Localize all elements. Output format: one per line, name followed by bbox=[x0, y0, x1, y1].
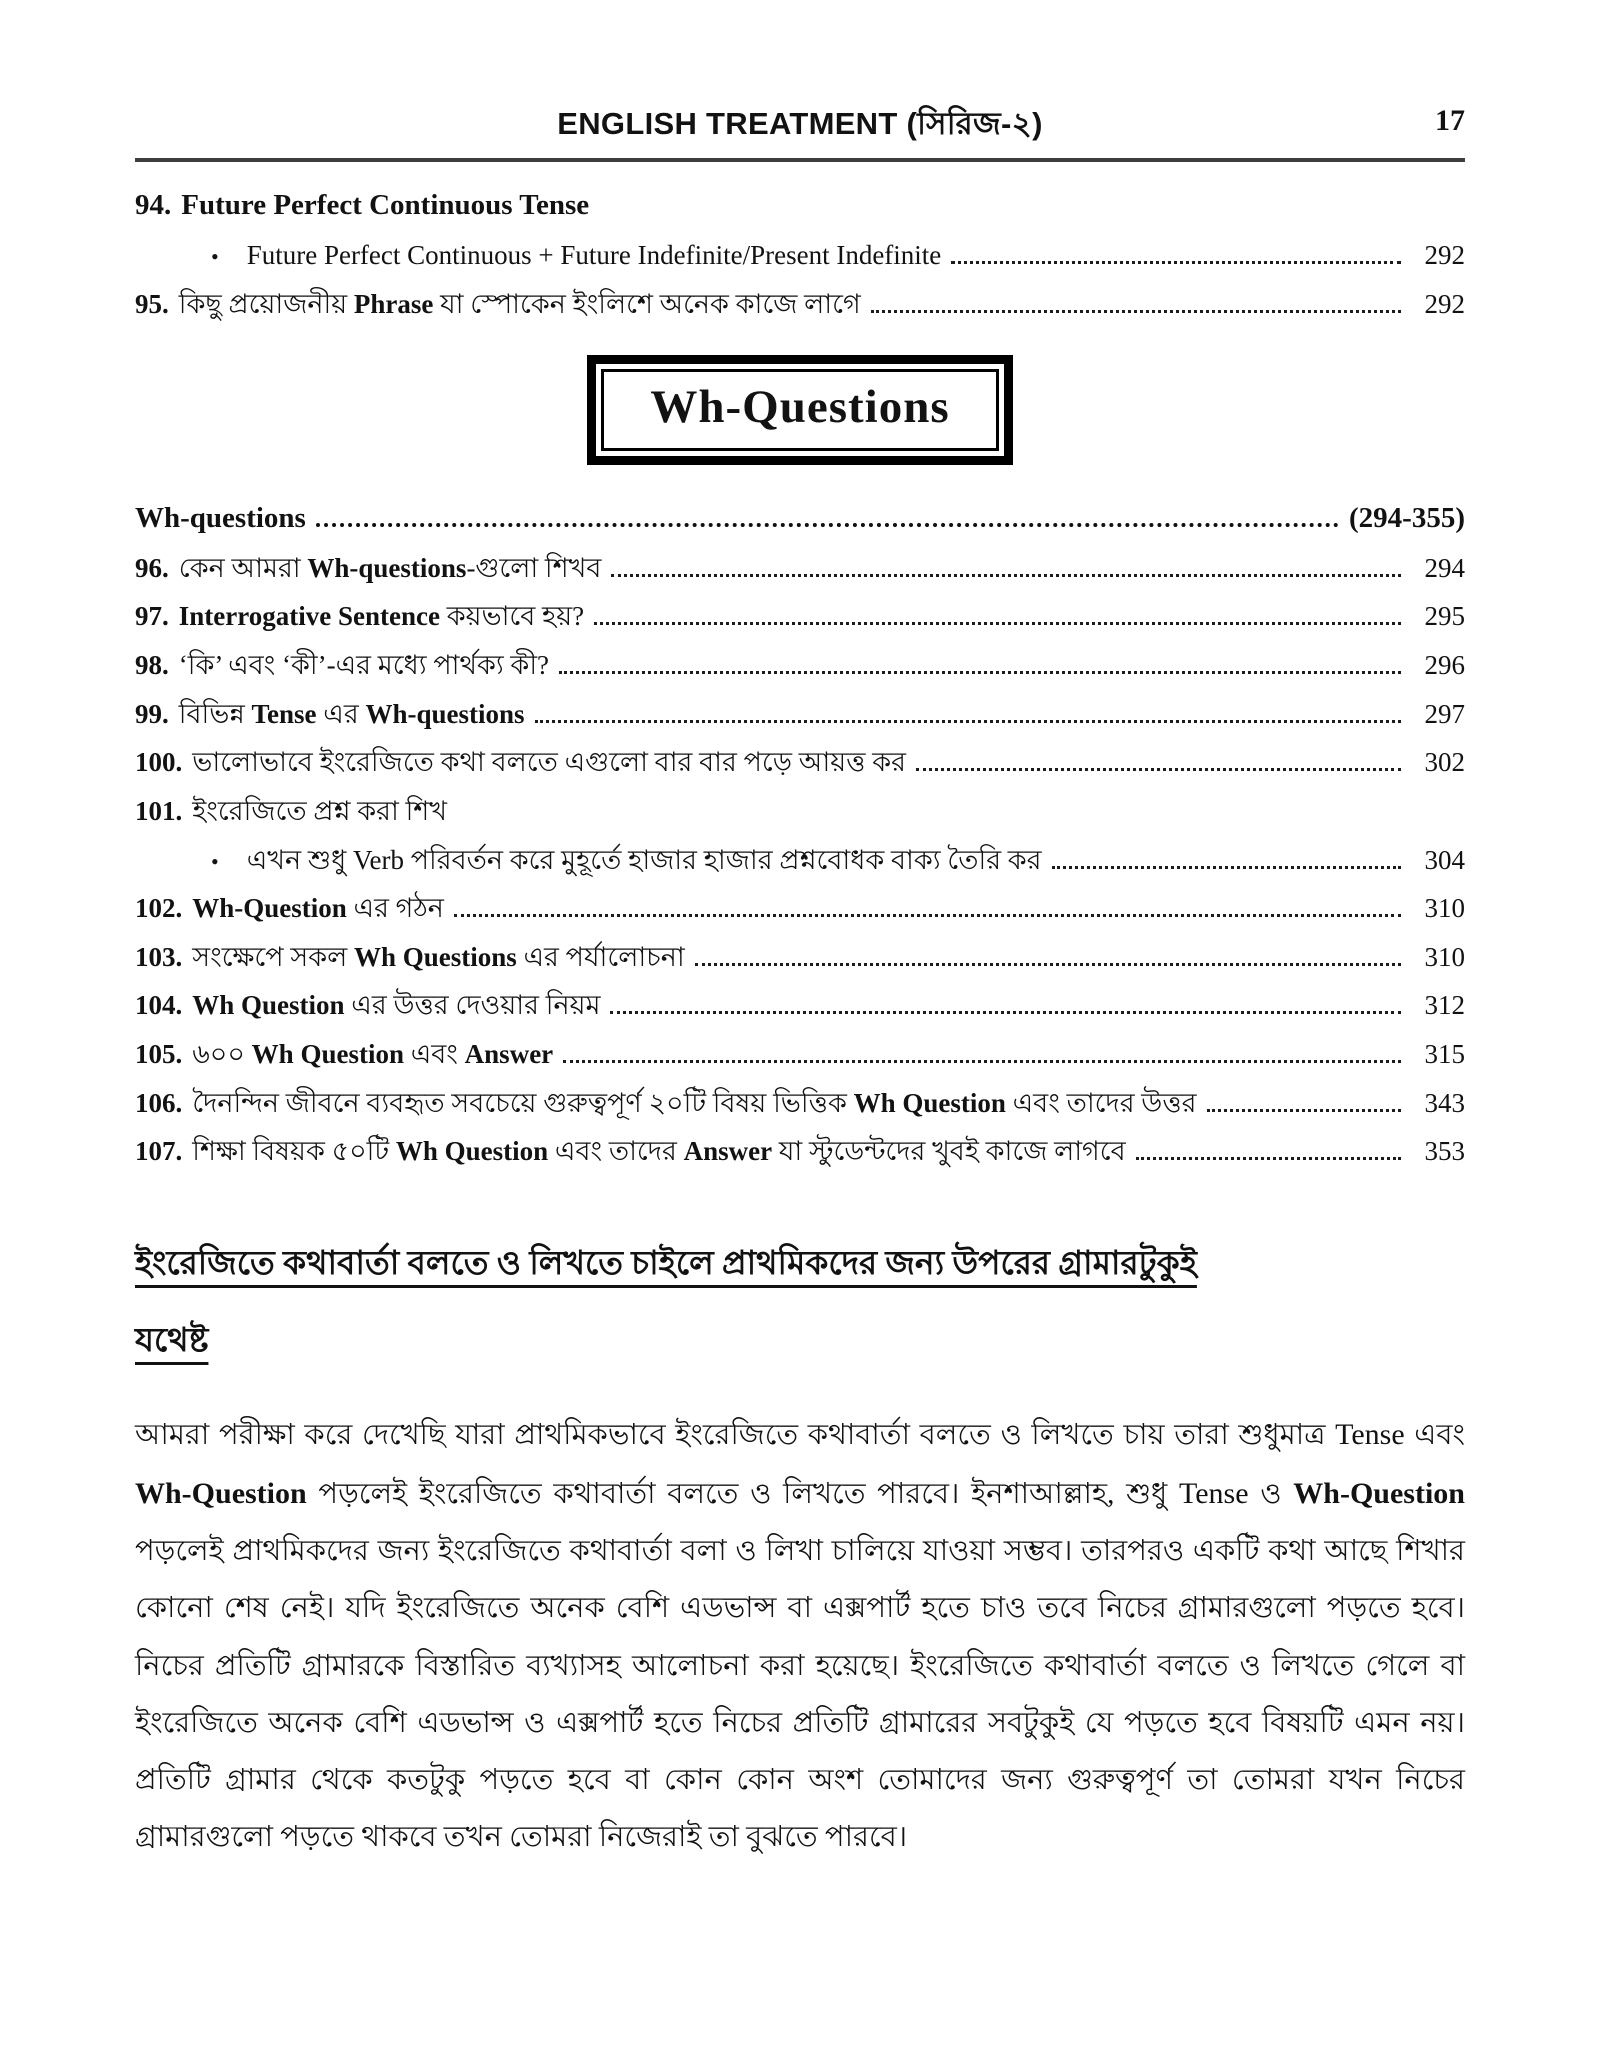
toc-item-number: 106. bbox=[135, 1087, 183, 1118]
dot-leader bbox=[1136, 1157, 1401, 1160]
toc-item-label: Future Perfect Continuous + Future Indefinite/Present Indefinite bbox=[246, 240, 942, 271]
toc-item-number: 99. bbox=[135, 698, 169, 729]
toc-item-label: ভালোভাবে ইংরেজিতে কথা বলতে এগুলো বার বার পড়ে আয়ত্ত কর bbox=[192, 747, 906, 778]
toc-item-page: 292 bbox=[1424, 240, 1465, 271]
dot-leader bbox=[563, 1060, 1401, 1063]
dot-leader bbox=[559, 671, 1401, 674]
paragraph-segment: Wh-Question bbox=[135, 1477, 307, 1511]
toc-item-number: 96. bbox=[135, 552, 169, 583]
toc-item-page: 312 bbox=[1424, 990, 1465, 1021]
dot-leader bbox=[535, 720, 1402, 723]
toc-item-page: 302 bbox=[1424, 747, 1465, 778]
toc-wh-section bbox=[135, 499, 1465, 1170]
toc-item-label: ইংরেজিতে প্রশ্ন করা শিখ bbox=[192, 795, 448, 826]
toc-item-101-sub bbox=[135, 843, 1465, 879]
toc-item-label: দৈনন্দিন জীবনে ব্যবহৃত সবচেয়ে গুরুত্বপূর্ণ ২০টি বিষয় ভিত্তিক Wh Question এবং তাদের উত্তর bbox=[192, 1087, 1197, 1118]
dot-leader bbox=[594, 622, 1401, 625]
toc-item-page: 304 bbox=[1424, 844, 1465, 875]
toc-item-number: 94. bbox=[135, 189, 172, 221]
toc-item-number: 107. bbox=[135, 1136, 183, 1167]
toc-item-label: শিক্ষা বিষয়ক ৫০টি Wh Question এবং তাদের Answer যা স্টুডেন্টদের খুবই কাজে লাগবে bbox=[192, 1136, 1126, 1167]
page-header-title: ENGLISH TREATMENT (সিরিজ-২) bbox=[557, 106, 1043, 141]
dot-leader bbox=[611, 574, 1401, 577]
toc-item-page: 292 bbox=[1424, 288, 1465, 319]
dot-leader bbox=[316, 523, 1339, 527]
paragraph-segment: পড়লেই প্রাথমিকদের জন্য ইংরেজিতে কথাবার্তা বলা ও লিখা চালিয়ে যাওয়া সম্ভব। তারপরও একটি কথা আছে শিখার কোনো শেষ নেই। যদি ইংরেজিতে অনেক বেশি এডভান্স বা এক্সপার্ট হতে চাও তবে নিচের গ্রামারগুলো পড়তে হবে। নিচের প্রতিটি গ্রামারকে বিস্তারিত ব্যখ্যাসহ আলোচনা করা হয়েছে। ইংরেজিতে কথাবার্তা বলতে ও লিখতে গেলে বা ইংরেজিতে অনেক বেশি এডভান্স ও এক্সপার্ট হতে নিচের প্রতিটি গ্রামারের সবটুকুই যে পড়তে হবে বিষয়টি এমন নয়। প্রতিটি গ্রামার থেকে কতটুকু পড়তে হবে বা কোন কোন অংশ তোমাদের জন্য গুরুত্বপূর্ণ তা তোমরা যখন নিচের গ্রামারগুলো পড়তে থাকবে তখন তোমরা নিজেরাই তা বুঝতে পারবে। bbox=[135, 1535, 1465, 1853]
dot-leader bbox=[916, 768, 1401, 771]
dot-leader bbox=[1052, 866, 1401, 869]
toc-heading-pages: (294-355) bbox=[1349, 501, 1465, 534]
toc-item-107 bbox=[135, 1134, 1465, 1170]
toc-item-label: Future Perfect Continuous Tense bbox=[181, 189, 590, 221]
toc-item-number: 101. bbox=[135, 795, 183, 826]
toc-item-104 bbox=[135, 988, 1465, 1024]
paragraph-segment: আমরা পরীক্ষা করে দেখেছি যারা প্রাথমিকভাবে ইংরেজিতে কথাবার্তা বলতে ও লিখতে চায় তারা শুধুমাত্র bbox=[135, 1419, 1336, 1451]
toc-item-page: 297 bbox=[1424, 698, 1465, 729]
toc-item-label: বিভিন্ন Tense এর Wh-questions bbox=[178, 698, 525, 729]
wh-questions-banner bbox=[587, 355, 1012, 465]
toc-item-100 bbox=[135, 745, 1465, 781]
toc-item-95 bbox=[135, 287, 1465, 323]
toc-item-page: 295 bbox=[1424, 601, 1465, 632]
toc-top-section bbox=[135, 186, 1465, 323]
paragraph-segment: Tense bbox=[1179, 1477, 1249, 1511]
dot-leader bbox=[951, 261, 1401, 264]
toc-heading-wh-questions bbox=[135, 499, 1465, 537]
toc-item-99 bbox=[135, 697, 1465, 733]
toc-item-label: ৬০০ Wh Question এবং Answer bbox=[192, 1039, 554, 1070]
header-rule bbox=[135, 158, 1465, 162]
toc-item-label: কেন আমরা Wh-questions-গুলো শিখব bbox=[178, 552, 602, 583]
toc-item-label: Wh Question এর উত্তর দেওয়ার নিয়ম bbox=[192, 990, 601, 1021]
toc-item-label: সংক্ষেপে সকল Wh Questions এর পর্যালোচনা bbox=[192, 941, 685, 972]
bullet-icon: • bbox=[211, 848, 219, 874]
toc-item-number: 95. bbox=[135, 288, 169, 319]
toc-item-label: কিছু প্রয়োজনীয় Phrase যা স্পোকেন ইংলিশে অনেক কাজে লাগে bbox=[178, 288, 861, 319]
toc-item-94 bbox=[135, 186, 1465, 224]
toc-item-page: 353 bbox=[1424, 1136, 1465, 1167]
paragraph-segment: এবং bbox=[1404, 1419, 1465, 1451]
toc-item-page: 294 bbox=[1424, 552, 1465, 583]
dot-leader bbox=[610, 1011, 1401, 1014]
paragraph-segment: Tense bbox=[1335, 1418, 1405, 1451]
toc-item-number: 98. bbox=[135, 650, 169, 681]
toc-item-97 bbox=[135, 599, 1465, 635]
toc-item-number: 102. bbox=[135, 893, 183, 924]
toc-item-number: 97. bbox=[135, 601, 169, 632]
toc-item-page: 310 bbox=[1424, 893, 1465, 924]
toc-item-94-sub bbox=[135, 238, 1465, 274]
toc-item-number: 104. bbox=[135, 990, 183, 1021]
toc-item-number: 103. bbox=[135, 941, 183, 972]
toc-item-101 bbox=[135, 794, 1465, 830]
wh-questions-banner-title: Wh-Questions bbox=[601, 369, 998, 451]
intro-paragraph bbox=[135, 1405, 1465, 1866]
toc-item-106 bbox=[135, 1086, 1465, 1122]
paragraph-segment: Wh-Question bbox=[1293, 1477, 1465, 1511]
toc-item-page: 296 bbox=[1424, 650, 1465, 681]
dot-leader bbox=[1207, 1109, 1402, 1112]
toc-heading-label: Wh-questions bbox=[135, 501, 306, 534]
dot-leader bbox=[871, 310, 1401, 313]
paragraph-segment: ও bbox=[1248, 1478, 1294, 1511]
toc-item-102 bbox=[135, 891, 1465, 927]
toc-item-label: ‘কি’ এবং ‘কী’-এর মধ্যে পার্থক্য কী? bbox=[178, 650, 550, 681]
section-heading-line-2: যথেষ্ট bbox=[135, 1323, 209, 1360]
toc-item-page: 310 bbox=[1424, 941, 1465, 972]
toc-item-number: 100. bbox=[135, 747, 183, 778]
toc-item-105 bbox=[135, 1037, 1465, 1073]
section-heading-line-1: ইংরেজিতে কথাবার্তা বলতে ও লিখতে চাইলে প্রাথমিকদের জন্য উপরের গ্রামারটুকুই bbox=[135, 1245, 1197, 1282]
toc-item-label: এখন শুধু Verb পরিবর্তন করে মুহূর্তে হাজার হাজার প্রশ্নবোধক বাক্য তৈরি কর bbox=[246, 844, 1042, 875]
section-heading bbox=[135, 1226, 1465, 1381]
paragraph-segment: পড়লেই ইংরেজিতে কথাবার্তা বলতে ও লিখতে পারবে। ইনশাআল্লাহ, শুধু bbox=[306, 1478, 1179, 1511]
dot-leader bbox=[454, 914, 1401, 917]
toc-item-label: Interrogative Sentence কয়ভাবে হয়? bbox=[178, 601, 585, 632]
toc-item-page: 315 bbox=[1424, 1039, 1465, 1070]
page-header bbox=[135, 100, 1465, 148]
toc-item-number: 105. bbox=[135, 1039, 183, 1070]
page-number: 17 bbox=[1435, 104, 1465, 137]
dot-leader bbox=[695, 963, 1401, 966]
toc-item-label: Wh-Question এর গঠন bbox=[192, 893, 444, 924]
bullet-icon: • bbox=[211, 244, 219, 270]
toc-item-103 bbox=[135, 940, 1465, 976]
toc-item-page: 343 bbox=[1424, 1087, 1465, 1118]
toc-item-98 bbox=[135, 648, 1465, 684]
toc-item-96 bbox=[135, 551, 1465, 587]
